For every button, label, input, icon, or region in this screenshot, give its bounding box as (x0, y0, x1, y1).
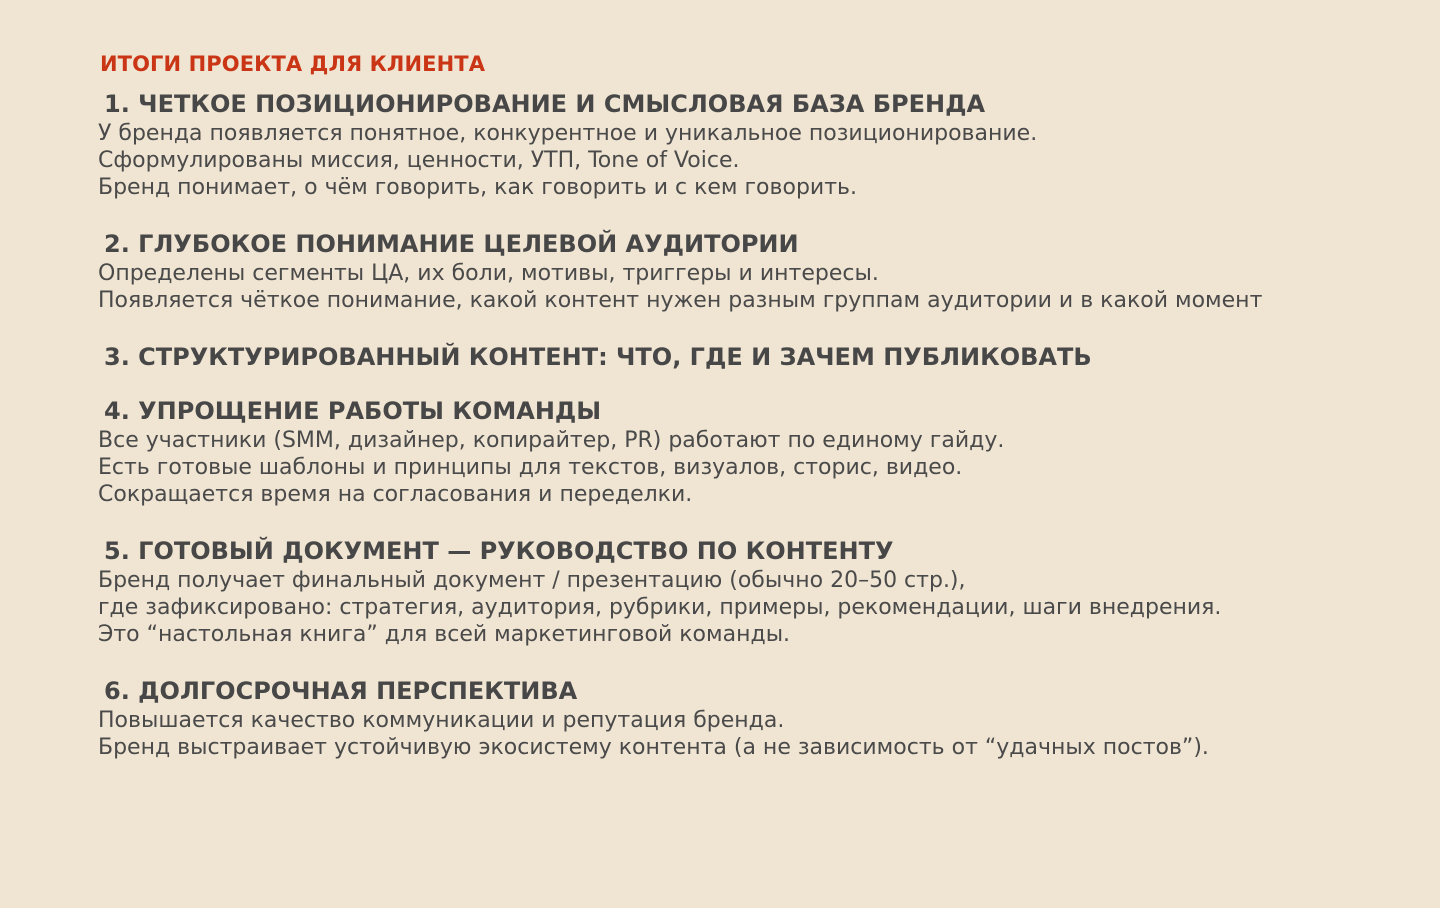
section-body (98, 260, 1298, 314)
slide-kicker: ИТОГИ ПРОЕКТА ДЛЯ КЛИЕНТА (100, 52, 486, 76)
section-6 (98, 675, 1298, 761)
section-line: Сокращается время на согласования и переделки. (98, 482, 693, 507)
section-line: Есть готовые шаблоны и принципы для текстов, визуалов, сторис, видео. (98, 455, 963, 480)
section-1 (98, 88, 1298, 201)
section-line: Все участники (SMM, дизайнер, копирайтер, PR) работают по единому гайду. (98, 428, 1005, 453)
section-body (98, 707, 1298, 761)
section-title: 5. ГОТОВЫЙ ДОКУМЕНТ — РУКОВОДСТВО ПО КОНТЕНТУ (104, 537, 894, 565)
section-line: Бренд понимает, о чём говорить, как говорить и с кем говорить. (98, 175, 857, 200)
section-line: Это “настольная книга” для всей маркетинговой команды. (98, 622, 791, 647)
section-line: где зафиксировано: стратегия, аудитория, рубрики, примеры, рекомендации, шаги внедрения. (98, 595, 1222, 620)
section-line: У бренда появляется понятное, конкурентное и уникальное позиционирование. (98, 121, 1038, 146)
section-body (98, 567, 1298, 648)
section-body (98, 427, 1298, 508)
section-title: 3. СТРУКТУРИРОВАННЫЙ КОНТЕНТ: ЧТО, ГДЕ И ЗАЧЕМ ПУБЛИКОВАТЬ (104, 343, 1092, 371)
sections-list (98, 88, 1298, 788)
section-3 (98, 341, 1298, 373)
section-title: 1. ЧЕТКОЕ ПОЗИЦИОНИРОВАНИЕ И СМЫСЛОВАЯ БАЗА БРЕНДА (104, 90, 986, 118)
section-line: Появляется чёткое понимание, какой контент нужен разным группам аудитории и в какой момент (98, 288, 1263, 313)
section-5 (98, 535, 1298, 648)
section-title: 6. ДОЛГОСРОЧНАЯ ПЕРСПЕКТИВА (104, 677, 578, 705)
section-2 (98, 228, 1298, 314)
section-line: Сформулированы миссия, ценности, УТП, Tone of Voice. (98, 148, 740, 173)
section-line: Бренд получает финальный документ / презентацию (обычно 20–50 стр.), (98, 568, 966, 593)
section-body (98, 120, 1298, 201)
section-line: Бренд выстраивает устойчивую экосистему контента (а не зависимость от “удачных постов”). (98, 735, 1209, 760)
section-title: 2. ГЛУБОКОЕ ПОНИМАНИЕ ЦЕЛЕВОЙ АУДИТОРИИ (104, 230, 799, 258)
section-line: Определены сегменты ЦА, их боли, мотивы, триггеры и интересы. (98, 261, 879, 286)
section-4 (98, 395, 1298, 508)
section-line: Повышается качество коммуникации и репутация бренда. (98, 708, 785, 733)
section-title: 4. УПРОЩЕНИЕ РАБОТЫ КОМАНДЫ (104, 397, 602, 425)
